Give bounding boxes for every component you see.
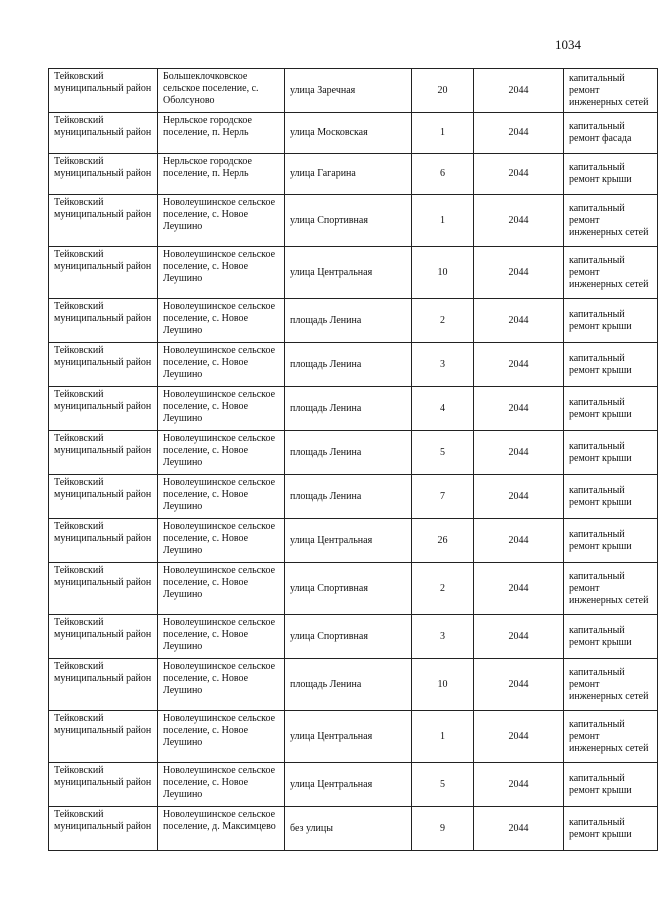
- work-type-cell: капитальный ремонт крыши: [564, 807, 658, 851]
- house-number-cell: 26: [412, 519, 474, 563]
- repair-schedule-table: [48, 68, 658, 851]
- street-cell: улица Центральная: [285, 763, 412, 807]
- year-cell: 2044: [474, 195, 564, 247]
- district-cell: Тейковский муниципальный район: [49, 247, 158, 299]
- year-cell: 2044: [474, 763, 564, 807]
- district-cell: Тейковский муниципальный район: [49, 475, 158, 519]
- table-row: [49, 807, 658, 851]
- year-cell: 2044: [474, 154, 564, 195]
- year-cell: 2044: [474, 615, 564, 659]
- settlement-cell: Нерльское городское поселение, п. Нерль: [158, 113, 285, 154]
- district-cell: Тейковский муниципальный район: [49, 431, 158, 475]
- street-cell: площадь Ленина: [285, 343, 412, 387]
- work-type-cell: капитальный ремонт фасада: [564, 113, 658, 154]
- house-number-cell: 1: [412, 711, 474, 763]
- street-cell: улица Центральная: [285, 711, 412, 763]
- district-cell: Тейковский муниципальный район: [49, 807, 158, 851]
- table-row: [49, 659, 658, 711]
- settlement-cell: Новолеушинское сельское поселение, с. Новое Леушино: [158, 711, 285, 763]
- house-number-cell: 9: [412, 807, 474, 851]
- street-cell: без улицы: [285, 807, 412, 851]
- table-row: [49, 563, 658, 615]
- work-type-cell: капитальный ремонт инженерных сетей: [564, 195, 658, 247]
- work-type-cell: капитальный ремонт инженерных сетей: [564, 69, 658, 113]
- settlement-cell: Новолеушинское сельское поселение, с. Новое Леушино: [158, 299, 285, 343]
- work-type-cell: капитальный ремонт крыши: [564, 763, 658, 807]
- street-cell: площадь Ленина: [285, 431, 412, 475]
- table-row: [49, 247, 658, 299]
- settlement-cell: Новолеушинское сельское поселение, с. Новое Леушино: [158, 659, 285, 711]
- year-cell: 2044: [474, 299, 564, 343]
- district-cell: Тейковский муниципальный район: [49, 299, 158, 343]
- table-row: [49, 763, 658, 807]
- district-cell: Тейковский муниципальный район: [49, 659, 158, 711]
- work-type-cell: капитальный ремонт крыши: [564, 343, 658, 387]
- year-cell: 2044: [474, 247, 564, 299]
- settlement-cell: Новолеушинское сельское поселение, с. Новое Леушино: [158, 431, 285, 475]
- work-type-cell: капитальный ремонт инженерных сетей: [564, 711, 658, 763]
- work-type-cell: капитальный ремонт крыши: [564, 615, 658, 659]
- settlement-cell: Новолеушинское сельское поселение, с. Новое Леушино: [158, 563, 285, 615]
- year-cell: 2044: [474, 343, 564, 387]
- house-number-cell: 5: [412, 763, 474, 807]
- street-cell: улица Московская: [285, 113, 412, 154]
- house-number-cell: 20: [412, 69, 474, 113]
- year-cell: 2044: [474, 387, 564, 431]
- settlement-cell: Нерльское городское поселение, п. Нерль: [158, 154, 285, 195]
- work-type-cell: капитальный ремонт инженерных сетей: [564, 563, 658, 615]
- district-cell: Тейковский муниципальный район: [49, 563, 158, 615]
- house-number-cell: 1: [412, 113, 474, 154]
- year-cell: 2044: [474, 659, 564, 711]
- house-number-cell: 10: [412, 659, 474, 711]
- year-cell: 2044: [474, 113, 564, 154]
- year-cell: 2044: [474, 563, 564, 615]
- table-row: [49, 711, 658, 763]
- table-row: [49, 475, 658, 519]
- work-type-cell: капитальный ремонт крыши: [564, 431, 658, 475]
- work-type-cell: капитальный ремонт крыши: [564, 299, 658, 343]
- table-row: [49, 343, 658, 387]
- street-cell: площадь Ленина: [285, 659, 412, 711]
- street-cell: улица Спортивная: [285, 615, 412, 659]
- year-cell: 2044: [474, 519, 564, 563]
- settlement-cell: Новолеушинское сельское поселение, с. Новое Леушино: [158, 387, 285, 431]
- table-row: [49, 299, 658, 343]
- house-number-cell: 5: [412, 431, 474, 475]
- year-cell: 2044: [474, 711, 564, 763]
- work-type-cell: капитальный ремонт крыши: [564, 519, 658, 563]
- page-number: 1034: [555, 37, 581, 52]
- house-number-cell: 6: [412, 154, 474, 195]
- street-cell: улица Спортивная: [285, 563, 412, 615]
- house-number-cell: 2: [412, 299, 474, 343]
- settlement-cell: Большеклочковское сельское поселение, с. Оболсуново: [158, 69, 285, 113]
- house-number-cell: 7: [412, 475, 474, 519]
- street-cell: улица Спортивная: [285, 195, 412, 247]
- street-cell: улица Центральная: [285, 519, 412, 563]
- work-type-cell: капитальный ремонт крыши: [564, 475, 658, 519]
- table-row: [49, 431, 658, 475]
- street-cell: площадь Ленина: [285, 475, 412, 519]
- settlement-cell: Новолеушинское сельское поселение, д. Максимцево: [158, 807, 285, 851]
- district-cell: Тейковский муниципальный район: [49, 615, 158, 659]
- settlement-cell: Новолеушинское сельское поселение, с. Новое Леушино: [158, 763, 285, 807]
- district-cell: Тейковский муниципальный район: [49, 387, 158, 431]
- work-type-cell: капитальный ремонт крыши: [564, 387, 658, 431]
- street-cell: улица Заречная: [285, 69, 412, 113]
- year-cell: 2044: [474, 475, 564, 519]
- house-number-cell: 1: [412, 195, 474, 247]
- table-row: [49, 387, 658, 431]
- settlement-cell: Новолеушинское сельское поселение, с. Новое Леушино: [158, 475, 285, 519]
- district-cell: Тейковский муниципальный район: [49, 519, 158, 563]
- year-cell: 2044: [474, 431, 564, 475]
- table-row: [49, 69, 658, 113]
- house-number-cell: 3: [412, 615, 474, 659]
- house-number-cell: 3: [412, 343, 474, 387]
- work-type-cell: капитальный ремонт инженерных сетей: [564, 247, 658, 299]
- work-type-cell: капитальный ремонт крыши: [564, 154, 658, 195]
- house-number-cell: 10: [412, 247, 474, 299]
- street-cell: улица Центральная: [285, 247, 412, 299]
- settlement-cell: Новолеушинское сельское поселение, с. Новое Леушино: [158, 247, 285, 299]
- table-row: [49, 113, 658, 154]
- house-number-cell: 4: [412, 387, 474, 431]
- street-cell: площадь Ленина: [285, 299, 412, 343]
- work-type-cell: капитальный ремонт инженерных сетей: [564, 659, 658, 711]
- settlement-cell: Новолеушинское сельское поселение, с. Новое Леушино: [158, 343, 285, 387]
- table-row: [49, 195, 658, 247]
- district-cell: Тейковский муниципальный район: [49, 113, 158, 154]
- street-cell: площадь Ленина: [285, 387, 412, 431]
- district-cell: Тейковский муниципальный район: [49, 763, 158, 807]
- year-cell: 2044: [474, 69, 564, 113]
- settlement-cell: Новолеушинское сельское поселение, с. Новое Леушино: [158, 615, 285, 659]
- table-row: [49, 154, 658, 195]
- table-row: [49, 519, 658, 563]
- district-cell: Тейковский муниципальный район: [49, 343, 158, 387]
- settlement-cell: Новолеушинское сельское поселение, с. Новое Леушино: [158, 195, 285, 247]
- table-body: [49, 69, 658, 851]
- district-cell: Тейковский муниципальный район: [49, 69, 158, 113]
- district-cell: Тейковский муниципальный район: [49, 154, 158, 195]
- house-number-cell: 2: [412, 563, 474, 615]
- district-cell: Тейковский муниципальный район: [49, 711, 158, 763]
- district-cell: Тейковский муниципальный район: [49, 195, 158, 247]
- table-row: [49, 615, 658, 659]
- year-cell: 2044: [474, 807, 564, 851]
- settlement-cell: Новолеушинское сельское поселение, с. Новое Леушино: [158, 519, 285, 563]
- street-cell: улица Гагарина: [285, 154, 412, 195]
